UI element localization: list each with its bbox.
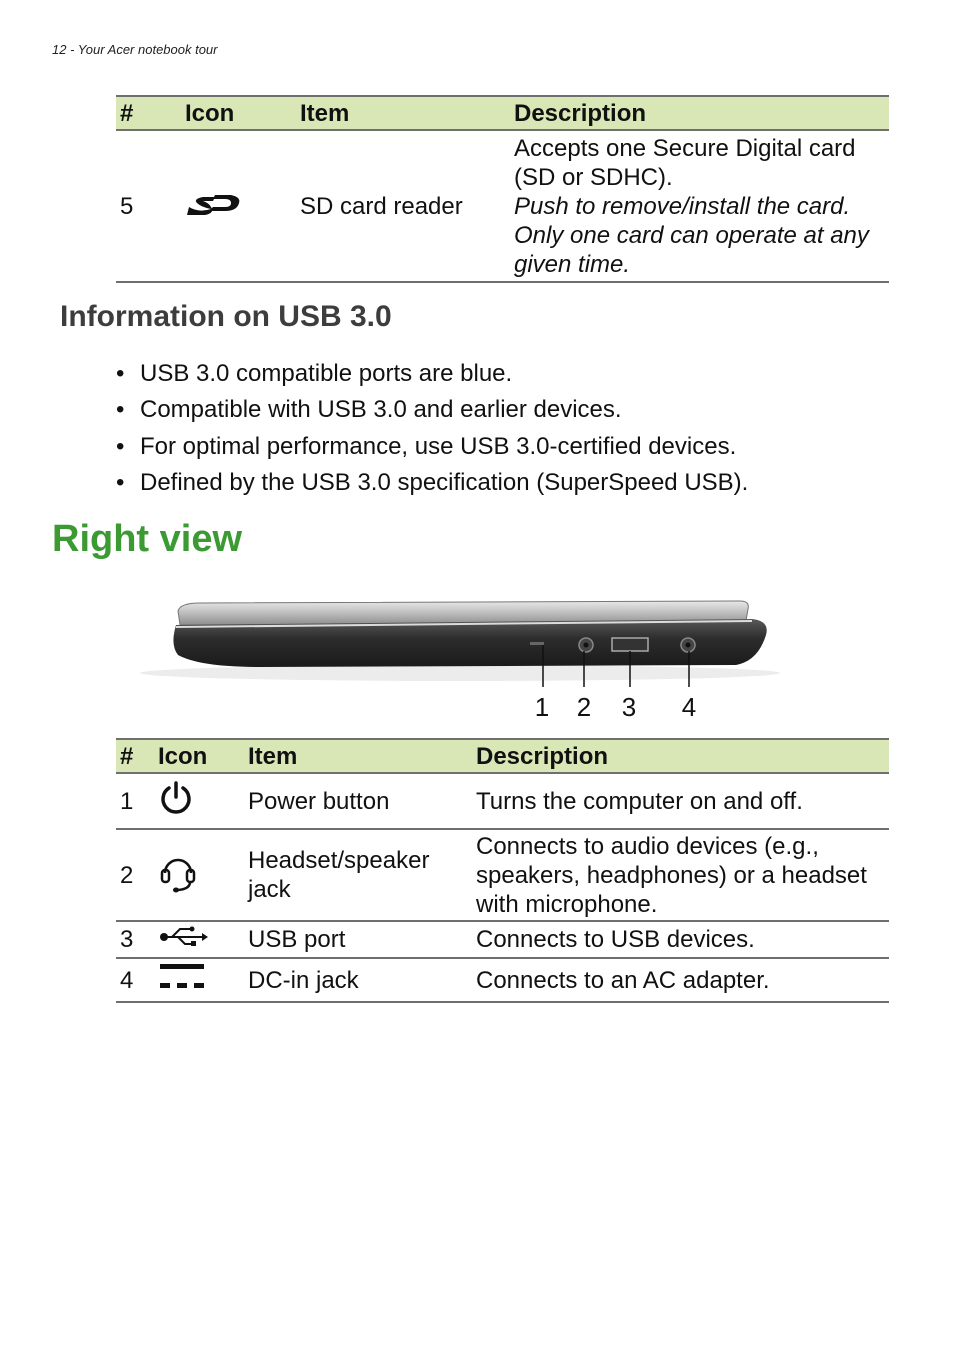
laptop-right-view-figure — [140, 595, 800, 730]
callout-4: 4 — [681, 692, 697, 722]
row-item: Headset/speaker jack — [244, 829, 472, 921]
header-item: Item — [296, 96, 510, 130]
table-header-row — [116, 96, 889, 130]
row-description: Turns the computer on and off. — [472, 773, 889, 829]
row-item: Power button — [244, 773, 472, 829]
row-description: Connects to an AC adapter. — [472, 958, 889, 1002]
sd-card-icon — [185, 191, 243, 222]
header-description: Description — [510, 96, 889, 130]
table-row — [116, 958, 889, 1002]
bullet-icon: • — [116, 396, 125, 424]
bullet-icon: • — [116, 469, 125, 497]
callout-1: 1 — [534, 692, 550, 722]
bullet-icon: • — [116, 360, 125, 387]
row-icon-cell — [181, 130, 296, 282]
list-item — [116, 393, 748, 429]
table-row — [116, 130, 889, 282]
row-item: SD card reader — [296, 130, 510, 282]
right-view-title: Right view — [52, 518, 243, 560]
dc-in-icon — [158, 962, 206, 999]
list-item — [116, 357, 748, 393]
table-row — [116, 773, 889, 829]
row-icon-cell — [154, 921, 244, 958]
callout-3: 3 — [621, 692, 637, 722]
row-icon-cell — [154, 773, 244, 829]
header-num: # — [116, 739, 154, 773]
row-icon-cell — [154, 958, 244, 1002]
table-row — [116, 921, 889, 958]
usb-icon — [158, 923, 210, 956]
header-icon: Icon — [181, 96, 296, 130]
header-description: Description — [472, 739, 889, 773]
row-item: DC-in jack — [244, 958, 472, 1002]
bullet-icon: • — [116, 432, 125, 460]
row-num: 3 — [116, 921, 154, 958]
usb-info-heading: Information on USB 3.0 — [60, 300, 392, 333]
list-item — [116, 466, 748, 502]
header-item: Item — [244, 739, 472, 773]
bullet-text: Defined by the USB 3.0 specification (SuperSpeed USB). — [140, 469, 749, 497]
table-row — [116, 829, 889, 921]
header-icon: Icon — [154, 739, 244, 773]
usb-info-list — [116, 357, 748, 503]
bullet-text: For optimal performance, use USB 3.0-certified devices. — [140, 432, 737, 460]
callout-2: 2 — [576, 692, 592, 722]
sd-reader-table — [116, 95, 889, 283]
right-view-table — [116, 738, 889, 1003]
table-header-row — [116, 739, 889, 773]
description-text: Accepts one Secure Digital card (SD or SDHC). — [514, 134, 856, 191]
running-head: 12 - Your Acer notebook tour — [52, 42, 218, 57]
list-item — [116, 430, 748, 466]
header-num: # — [116, 96, 181, 130]
row-num: 2 — [116, 829, 154, 921]
bullet-text: Compatible with USB 3.0 and earlier devices. — [140, 396, 622, 424]
power-icon — [158, 781, 194, 822]
headset-icon — [158, 849, 198, 902]
row-description: Connects to audio devices (e.g., speakers, headphones) or a headset with microphone. — [472, 829, 889, 921]
row-num: 4 — [116, 958, 154, 1002]
row-icon-cell — [154, 829, 244, 921]
row-description — [510, 130, 889, 282]
row-num: 1 — [116, 773, 154, 829]
row-num: 5 — [116, 130, 181, 282]
row-item: USB port — [244, 921, 472, 958]
bullet-text: USB 3.0 compatible ports are blue. — [140, 360, 513, 387]
description-note: Push to remove/install the card. Only one card can operate at any given time. — [514, 192, 869, 278]
row-description: Connects to USB devices. — [472, 921, 889, 958]
